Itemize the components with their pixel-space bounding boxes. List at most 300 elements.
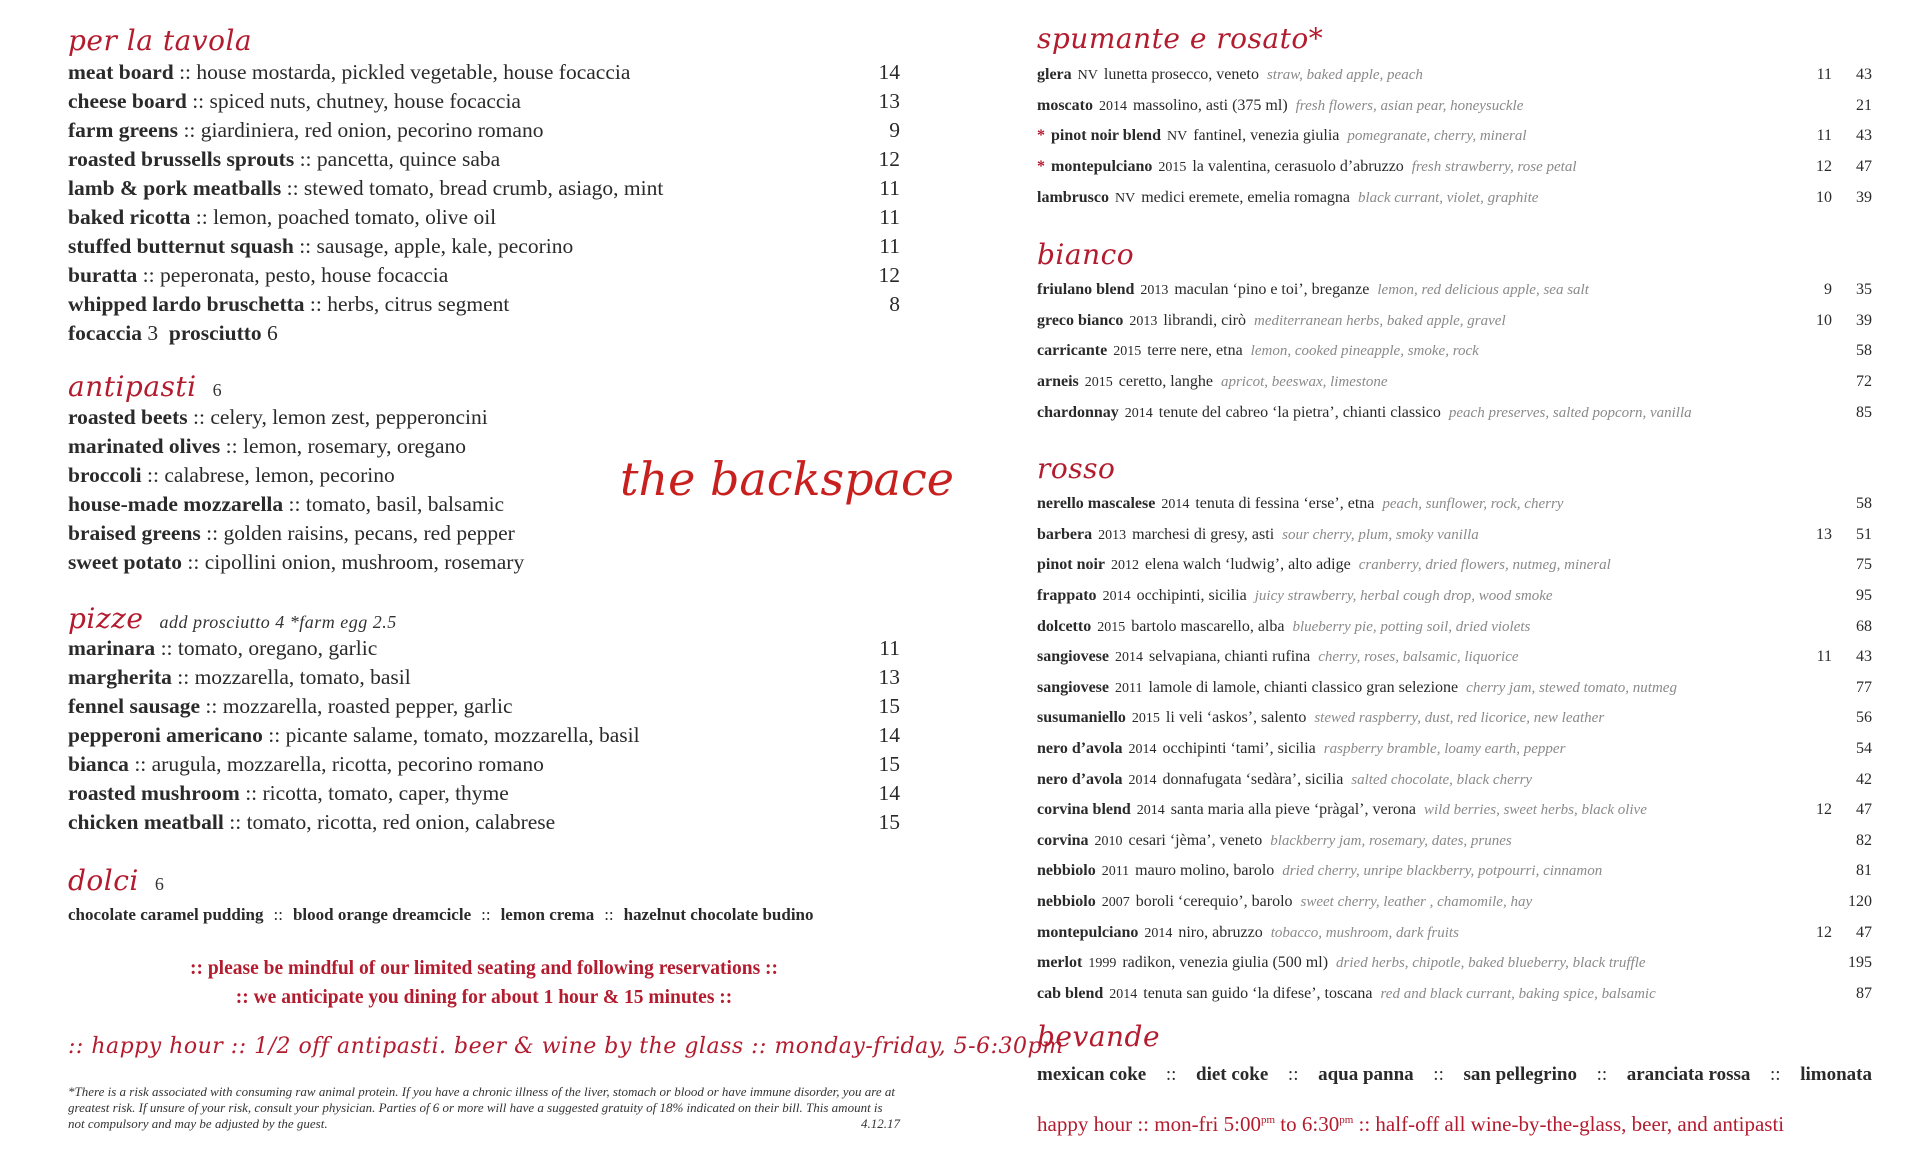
section-price: 6 [212, 380, 223, 400]
glass-price: 11 [1816, 648, 1832, 666]
tasting-notes: sour cherry, plum, smoky vanilla [1282, 526, 1479, 543]
wine-text [1037, 495, 1792, 513]
item-description: :: giardiniera, red onion, pecorino romano [183, 118, 544, 142]
list-item [68, 634, 900, 663]
wine-row [1037, 979, 1872, 1010]
item-price: 6 [267, 321, 278, 345]
item-description: :: lemon, rosemary, oregano [225, 434, 467, 458]
item-description: :: tomato, basil, balsamic [288, 492, 505, 516]
wine-producer: elena walch ‘ludwig’, alto adige [1145, 556, 1351, 574]
tasting-notes: wild berries, sweet herbs, black olive [1424, 802, 1647, 819]
wine-row [1037, 336, 1872, 367]
wine-producer: medici eremete, emelia romagna [1141, 188, 1351, 206]
bottle-price: 95 [1856, 587, 1872, 605]
tasting-notes: stewed raspberry, dust, red licorice, new leather [1314, 710, 1605, 727]
wine-text [1037, 801, 1792, 819]
wine-name: glera [1037, 66, 1072, 84]
list-item [68, 692, 900, 721]
bottle-price: 43 [1856, 127, 1872, 145]
wine-row [1037, 520, 1872, 551]
item-description: :: mozzarella, roasted pepper, garlic [205, 694, 513, 718]
list-item [68, 750, 900, 779]
wine-row [1037, 489, 1872, 520]
list-item: chocolate caramel pudding [68, 905, 264, 924]
separator: :: [1287, 1064, 1299, 1085]
tasting-notes: cranberry, dried flowers, nutmeg, mineral [1358, 557, 1611, 574]
wine-year: NV [1166, 129, 1188, 145]
glass-price: 12 [1816, 923, 1832, 941]
item-price: 11 [879, 636, 900, 660]
tasting-notes: mediterranean herbs, baked apple, gravel [1254, 312, 1506, 329]
item-name: margherita [68, 665, 172, 689]
wine-text [1037, 709, 1792, 727]
bottle-price: 35 [1856, 281, 1872, 299]
list-item [68, 779, 900, 808]
wine-year: 2014 [1136, 803, 1165, 819]
item-text [68, 205, 860, 230]
item-text [68, 723, 860, 748]
wine-text [1037, 373, 1792, 391]
wine-year: 2014 [1161, 497, 1190, 513]
item-text [68, 550, 900, 575]
wine-name: cab blend [1037, 984, 1104, 1002]
wine-text [1037, 97, 1792, 115]
wine-year: 2014 [1102, 589, 1131, 605]
item-price: 15 [878, 810, 900, 834]
spumante-list [1037, 60, 1872, 213]
item-name: lamb & pork meatballs [68, 176, 282, 200]
item-text [68, 665, 860, 690]
item-name: marinated olives [68, 434, 221, 458]
item-name: meat board [68, 60, 174, 84]
list-item [68, 808, 900, 837]
wine-row [1037, 764, 1872, 795]
item-text [68, 263, 860, 288]
wine-name: pinot noir blend [1051, 127, 1161, 145]
wine-year: 2015 [1113, 344, 1142, 360]
item-description: :: lemon, poached tomato, olive oil [195, 205, 497, 229]
bottle-price: 47 [1856, 158, 1872, 176]
item-description: :: celery, lemon zest, pepperoncini [193, 405, 488, 429]
wine-year: 2014 [1144, 925, 1173, 941]
star-marker: * [1037, 127, 1045, 145]
bottle-price: 75 [1856, 556, 1872, 574]
wine-row [1037, 581, 1872, 612]
tasting-notes: pomegranate, cherry, mineral [1347, 128, 1527, 145]
extras-row [68, 319, 900, 348]
wine-year: 2011 [1101, 864, 1130, 880]
wine-year: 2014 [1098, 98, 1127, 114]
wine-producer: cesari ‘jèma’, veneto [1128, 831, 1263, 849]
happy-hour-footer: happy hour :: mon-fri $5:00^{pm}$ to $6:30^{pm}$ :: half-off all wine-by-the-glass, beer, and antipasti [1037, 1112, 1785, 1136]
list-item [68, 548, 900, 577]
per-la-tavola-list [68, 58, 900, 319]
wine-name: lambrusco [1037, 188, 1109, 206]
item-name: cheese board [68, 89, 187, 113]
item-price: 14 [878, 781, 900, 805]
glass-price: 13 [1816, 525, 1832, 543]
tasting-notes: cherry, roses, balsamic, liquorice [1318, 649, 1519, 666]
bevande-list [1037, 1064, 1872, 1086]
item-price: 3 [147, 321, 159, 345]
wine-name: carricante [1037, 342, 1108, 360]
list-item: diet coke [1196, 1064, 1269, 1085]
item-text [68, 60, 860, 85]
separator: :: [1596, 1064, 1608, 1085]
glass-price: 11 [1816, 66, 1832, 84]
item-description: :: arugula, mozzarella, ricotta, pecorino romano [134, 752, 544, 776]
wine-producer: li veli ‘askos’, salento [1165, 709, 1307, 727]
restaurant-logo: the backspace [620, 452, 954, 506]
wine-producer: donnafugata ‘sedàra’, sicilia [1162, 770, 1344, 788]
list-item: san pellegrino [1463, 1064, 1577, 1085]
wine-name: frappato [1037, 587, 1097, 605]
menu-date: 4.12.17 [861, 1116, 900, 1131]
list-item [68, 663, 900, 692]
separator: :: [1770, 1064, 1781, 1085]
bottle-price: 195 [1848, 954, 1872, 972]
wine-row [1037, 856, 1872, 887]
bottle-price: 72 [1856, 373, 1872, 391]
wine-text [1037, 189, 1792, 207]
wine-text [1037, 740, 1792, 758]
bottle-price: 85 [1856, 403, 1872, 421]
item-name: roasted brussells sprouts [68, 147, 295, 171]
wine-producer: la valentina, cerasuolo d’abruzzo [1192, 158, 1404, 176]
wine-text [1037, 618, 1792, 636]
bottle-price: 54 [1856, 740, 1872, 758]
list-item [68, 319, 900, 348]
wine-text [1037, 924, 1792, 942]
item-price: 9 [889, 118, 900, 142]
tasting-notes: red and black currant, baking spice, balsamic [1380, 985, 1656, 1002]
item-description: :: mozzarella, tomato, basil [177, 665, 411, 689]
wine-producer: santa maria alla pieve ‘pràgal’, verona [1170, 801, 1416, 819]
item-text [68, 752, 860, 777]
item-name: prosciutto [168, 321, 262, 345]
item-name: stuffed butternut squash [68, 234, 294, 258]
item-text [68, 89, 860, 114]
list-item: lemon crema [500, 905, 595, 924]
item-text [68, 810, 860, 835]
item-name: farm greens [68, 118, 179, 142]
bottle-price: 47 [1856, 923, 1872, 941]
item-text [68, 694, 860, 719]
tasting-notes: blueberry pie, potting soil, dried violets [1292, 618, 1531, 635]
item-name: sweet potato [68, 550, 183, 574]
wine-producer: radikon, venezia giulia (500 ml) [1122, 954, 1329, 972]
glass-price: 12 [1816, 801, 1832, 819]
wine-year: 2011 [1115, 680, 1143, 696]
wine-name: moscato [1037, 96, 1093, 114]
item-name: chicken meatball [68, 810, 224, 834]
wine-year: 2014 [1128, 772, 1157, 788]
item-description: :: cipollini onion, mushroom, rosemary [187, 550, 525, 574]
glass-price: 10 [1816, 188, 1832, 206]
wine-text [1037, 679, 1792, 697]
item-name: pepperoni americano [68, 723, 263, 747]
wine-row [1037, 367, 1872, 398]
wine-text [1037, 127, 1792, 145]
item-price: 11 [879, 205, 900, 229]
wine-year: 2014 [1128, 742, 1157, 758]
wine-name: friulano blend [1037, 281, 1135, 299]
wine-producer: selvapiana, chianti rufina [1149, 648, 1311, 666]
wine-name: arneis [1037, 373, 1079, 391]
disclaimer-text: *There is a risk associated with consuming raw animal protein. If you have a chronic illness of the liver, stomach or blood or have immune disorder, you are at greatest risk. If unsure of your risk, consult your physician. Parties of 6 or more will have a suggested gratuity of 18% indicated on their bill. This amount is not compulsory and may be adjusted by the guest. [68, 1084, 895, 1131]
wine-year: 2013 [1129, 313, 1158, 329]
tasting-notes: black currant, violet, graphite [1358, 189, 1539, 206]
item-name: roasted beets [68, 405, 188, 429]
wine-year: 2010 [1094, 833, 1123, 849]
wine-row [1037, 887, 1872, 918]
item-description: :: spiced nuts, chutney, house focaccia [192, 89, 521, 113]
bianco-list [1037, 275, 1872, 428]
wine-text [1037, 862, 1792, 880]
bottle-price: 47 [1856, 801, 1872, 819]
wine-row [1037, 795, 1872, 826]
wine-producer: fantinel, venezia giulia [1193, 127, 1340, 145]
wine-producer: bartolo mascarello, alba [1131, 617, 1285, 635]
wine-name: barbera [1037, 525, 1093, 543]
item-price: 12 [878, 147, 900, 171]
item-description: :: house mostarda, pickled vegetable, house focaccia [179, 60, 631, 84]
item-name: roasted mushroom [68, 781, 240, 805]
section-price: 6 [154, 874, 165, 894]
wine-year: 2013 [1098, 527, 1127, 543]
wine-producer: tenuta di fessina ‘erse’, etna [1195, 495, 1375, 513]
separator: :: [604, 905, 614, 924]
item-price: 14 [878, 60, 900, 84]
wine-year: 1999 [1088, 956, 1117, 972]
list-item: hazelnut chocolate budino [623, 905, 814, 924]
wine-text [1037, 893, 1792, 911]
dolci-list [68, 905, 814, 925]
wine-producer: maculan ‘pino e toi’, breganze [1174, 281, 1370, 299]
separator: :: [1165, 1064, 1177, 1085]
wine-row [1037, 306, 1872, 337]
wine-year: 2013 [1140, 283, 1169, 299]
wine-producer: mauro molino, barolo [1135, 862, 1275, 880]
wine-name: montepulciano [1037, 923, 1139, 941]
wine-year: 2014 [1115, 650, 1143, 666]
wine-text [1037, 526, 1792, 544]
wine-name: sangiovese [1037, 648, 1109, 666]
list-item [68, 403, 900, 432]
wine-row [1037, 917, 1872, 948]
item-description: :: peperonata, pesto, house focaccia [142, 263, 449, 287]
item-name: broccoli [68, 463, 142, 487]
item-name: focaccia [68, 321, 143, 345]
list-item [68, 145, 900, 174]
wine-name: corvina blend [1037, 801, 1131, 819]
bottle-price: 58 [1856, 495, 1872, 513]
wine-name: merlot [1037, 954, 1083, 972]
tasting-notes: lemon, cooked pineapple, smoke, rock [1250, 343, 1479, 360]
item-price: 8 [889, 292, 900, 316]
section-note: add prosciutto 4 *farm egg 2.5 [159, 612, 397, 632]
list-item [68, 519, 900, 548]
wine-text [1037, 648, 1792, 666]
seating-notice-2: :: we anticipate you dining for about 1 hour & 15 minutes :: [235, 987, 733, 1008]
wine-producer: occhipinti ‘tami’, sicilia [1162, 740, 1316, 758]
wine-year: 2014 [1109, 986, 1138, 1002]
list-item: aranciata rossa [1626, 1064, 1751, 1085]
wine-producer: massolino, asti (375 ml) [1132, 96, 1288, 114]
list-item [68, 232, 900, 261]
item-name: braised greens [68, 521, 201, 545]
wine-text [1037, 281, 1792, 299]
wine-text [1037, 832, 1792, 850]
item-description: :: calabrese, lemon, pecorino [147, 463, 395, 487]
wine-row [1037, 60, 1872, 91]
item-text [68, 234, 860, 259]
bottle-price: 120 [1848, 893, 1872, 911]
wine-row [1037, 550, 1872, 581]
glass-price: 9 [1824, 281, 1832, 299]
tasting-notes: lemon, red delicious apple, sea salt [1377, 282, 1589, 299]
item-description: :: herbs, citrus segment [309, 292, 510, 316]
bottle-price: 56 [1856, 709, 1872, 727]
tasting-notes: straw, baked apple, peach [1266, 67, 1423, 84]
happy-hour-banner: :: happy hour :: 1/2 off antipasti. beer & wine by the glass :: monday-friday, 5-6:30pm [68, 1034, 1064, 1059]
item-description: :: picante salame, tomato, mozzarella, basil [268, 723, 640, 747]
wine-producer: tenute del cabreo ‘la pietra’, chianti classico [1158, 403, 1441, 421]
bottle-price: 77 [1856, 678, 1872, 696]
bottle-price: 81 [1856, 862, 1872, 880]
wine-year: 2015 [1097, 619, 1126, 635]
wine-row [1037, 673, 1872, 704]
wine-row [1037, 703, 1872, 734]
section-heading-pizze: pizze add prosciutto 4 *farm egg 2.5 [68, 602, 397, 635]
section-heading-bevande: bevande [1037, 1020, 1161, 1053]
wine-name: greco bianco [1037, 311, 1124, 329]
list-item [68, 290, 900, 319]
tasting-notes: apricot, beeswax, limestone [1220, 374, 1388, 391]
wine-year: NV [1115, 190, 1136, 206]
wine-row [1037, 275, 1872, 306]
item-text [68, 118, 860, 143]
tasting-notes: raspberry bramble, loamy earth, pepper [1323, 741, 1566, 758]
bottle-price: 42 [1856, 770, 1872, 788]
wine-name: pinot noir [1037, 556, 1106, 574]
wine-producer: librandi, cirò [1163, 311, 1246, 329]
wine-row [1037, 826, 1872, 857]
item-price: 15 [878, 694, 900, 718]
wine-row [1037, 121, 1872, 152]
glass-price: 10 [1816, 311, 1832, 329]
item-text [68, 781, 860, 806]
bottle-price: 68 [1856, 617, 1872, 635]
item-price: 12 [878, 263, 900, 287]
wine-name: nerello mascalese [1037, 495, 1156, 513]
wine-name: nebbiolo [1037, 893, 1096, 911]
wine-text [1037, 954, 1792, 972]
item-text [68, 292, 860, 317]
wine-name: dolcetto [1037, 617, 1092, 635]
wine-text [1037, 404, 1792, 422]
wine-text [1037, 556, 1792, 574]
list-item: mexican coke [1037, 1064, 1147, 1085]
item-name: whipped lardo bruschetta [68, 292, 305, 316]
wine-text [1037, 771, 1792, 789]
wine-row [1037, 642, 1872, 673]
item-description: :: pancetta, quince saba [299, 147, 501, 171]
list-item [68, 174, 900, 203]
item-description: :: ricotta, tomato, caper, thyme [245, 781, 509, 805]
wine-year: 2014 [1124, 405, 1153, 421]
tasting-notes: peach preserves, salted popcorn, vanilla [1448, 404, 1692, 421]
item-description: :: golden raisins, pecans, red pepper [206, 521, 515, 545]
wine-text [1037, 66, 1792, 84]
item-description: :: stewed tomato, bread crumb, asiago, mint [286, 176, 664, 200]
wine-row [1037, 948, 1872, 979]
section-heading-antipasti: antipasti 6 [68, 370, 223, 403]
tasting-notes: fresh strawberry, rose petal [1411, 159, 1577, 176]
wine-name: nero d’avola [1037, 770, 1123, 788]
wine-name: corvina [1037, 831, 1089, 849]
bottle-price: 58 [1856, 342, 1872, 360]
wine-producer: lamole di lamole, chianti classico gran selezione [1148, 678, 1459, 696]
separator: :: [481, 905, 491, 924]
wine-producer: niro, abruzzo [1178, 923, 1263, 941]
wine-producer: tenuta san guido ‘la difese’, toscana [1143, 984, 1373, 1002]
tasting-notes: sweet cherry, leather , chamomile, hay [1300, 894, 1533, 911]
wine-producer: terre nere, etna [1147, 342, 1243, 360]
separator: :: [1433, 1064, 1444, 1085]
list-item [68, 721, 900, 750]
wine-name: sangiovese [1037, 678, 1109, 696]
wine-row [1037, 91, 1872, 122]
wine-year: NV [1077, 68, 1098, 84]
list-item [68, 58, 900, 87]
disclaimer [68, 1084, 900, 1132]
bottle-price: 82 [1856, 831, 1872, 849]
bottle-price: 21 [1856, 96, 1872, 114]
wine-name: nero d’avola [1037, 740, 1123, 758]
wine-name: nebbiolo [1037, 862, 1096, 880]
wine-text [1037, 158, 1792, 176]
item-price: 11 [879, 234, 900, 258]
bottle-price: 39 [1856, 311, 1872, 329]
item-name: baked ricotta [68, 205, 191, 229]
wine-row [1037, 734, 1872, 765]
glass-price: 11 [1816, 127, 1832, 145]
section-heading-per-la-tavola: per la tavola [68, 24, 253, 57]
list-item [68, 87, 900, 116]
section-heading-dolci: dolci 6 [68, 864, 165, 897]
item-text [68, 147, 860, 172]
wine-year: 2015 [1158, 160, 1187, 176]
item-name: buratta [68, 263, 138, 287]
item-text [68, 636, 860, 661]
item-name: house-made mozzarella [68, 492, 284, 516]
item-price: 15 [878, 752, 900, 776]
tasting-notes: blackberry jam, rosemary, dates, prunes [1270, 832, 1512, 849]
wine-producer: occhipinti, sicilia [1136, 587, 1247, 605]
wine-year: 2015 [1084, 375, 1113, 391]
item-price: 13 [878, 665, 900, 689]
bottle-price: 87 [1856, 984, 1872, 1002]
wine-producer: lunetta prosecco, veneto [1103, 66, 1259, 84]
wine-row [1037, 152, 1872, 183]
wine-row [1037, 182, 1872, 213]
tasting-notes: salted chocolate, black cherry [1351, 771, 1533, 788]
list-item [68, 203, 900, 232]
bottle-price: 43 [1856, 66, 1872, 84]
section-heading-rosso: rosso [1037, 452, 1116, 485]
item-name: marinara [68, 636, 156, 660]
